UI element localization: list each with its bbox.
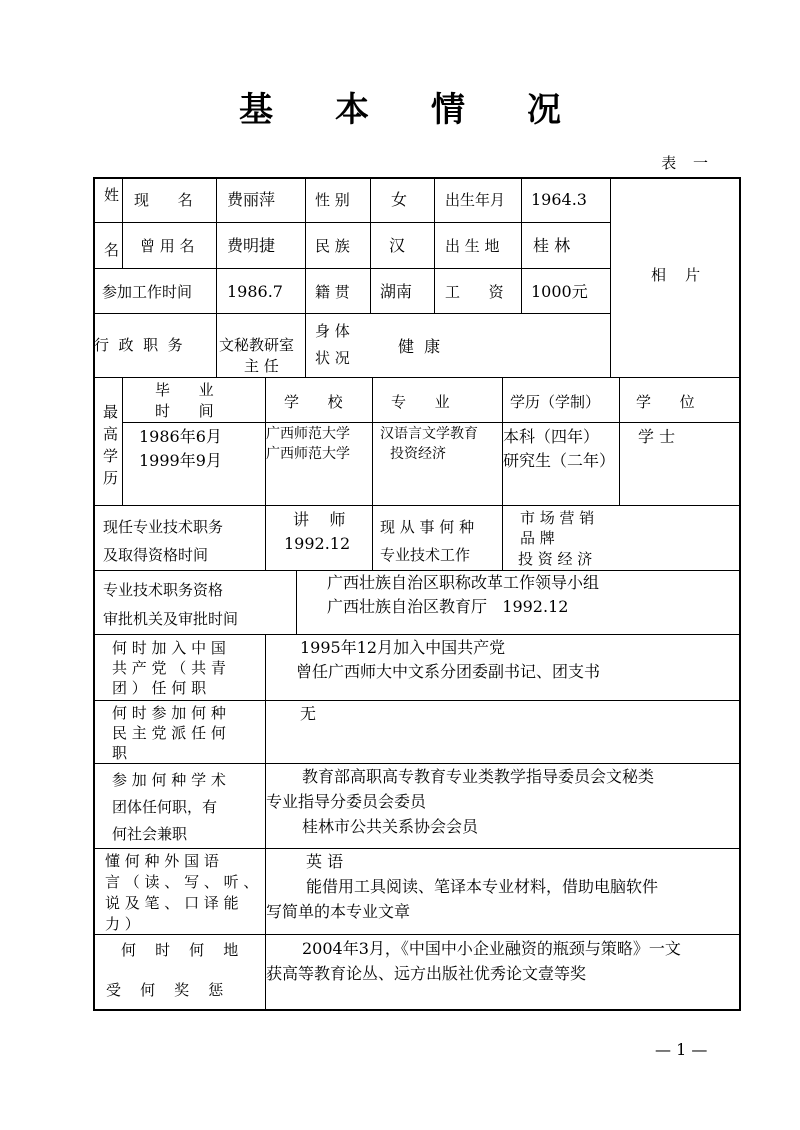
name-label-2: 名 — [104, 241, 120, 259]
row-line — [93, 700, 741, 701]
party-label-1: 何 时 加 入 中 国 — [112, 639, 226, 657]
gender-value: 女 — [391, 190, 408, 209]
admin-post-label: 行 政 职 务 — [94, 336, 183, 354]
time-2: 1999年9月 — [139, 451, 222, 470]
work-start-value: 1986.7 — [227, 282, 283, 301]
col-line — [370, 177, 371, 313]
approval-value-2: 广西壮族自治区教育厅 1992.12 — [327, 597, 569, 616]
row-line — [93, 222, 610, 223]
degree-type-2: 研究生（二年） — [503, 451, 616, 470]
title-value-1: 讲 师 — [293, 510, 346, 529]
approval-label-2: 审批机关及审批时间 — [103, 610, 239, 628]
approval-label-1: 专业技术职务资格 — [103, 581, 224, 599]
title-label-1: 现任专业技术职务 — [103, 518, 224, 536]
salary-value: 1000元 — [531, 282, 588, 301]
table-number: 表 一 — [661, 154, 714, 172]
salary-label: 工 资 — [445, 283, 504, 301]
degree-type-1: 本科（四年） — [503, 427, 600, 446]
academic-label-1: 参 加 何 种 学 术 — [112, 771, 226, 789]
language-value-3: 写简单的本专业文章 — [266, 902, 411, 921]
current-name-label: 现 名 — [134, 191, 193, 209]
page-number: — 1 — — [655, 1040, 708, 1059]
admin-post-value-2: 主 任 — [244, 357, 279, 375]
native-label: 籍 贯 — [315, 283, 350, 301]
col-line — [521, 177, 522, 313]
former-name-value: 费明捷 — [227, 236, 276, 255]
party-label-3: 团 ） 任 何 职 — [112, 679, 207, 697]
former-name-label: 曾 用 名 — [140, 237, 195, 255]
col-school: 学 校 — [284, 393, 343, 411]
language-label-3: 说 及 笔 、 口 译 能 — [105, 894, 239, 912]
birthplace-value: 桂 林 — [533, 236, 571, 255]
col-line — [216, 177, 217, 377]
gender-label: 性 别 — [315, 191, 350, 209]
col-degree: 学 位 — [636, 393, 695, 411]
row-line — [93, 634, 741, 635]
work-start-label: 参加工作时间 — [102, 283, 193, 301]
party-value-2: 曾任广西师大中文系分团委副书记、团支书 — [296, 662, 601, 681]
language-value-1: 英 语 — [306, 852, 344, 871]
admin-post-value-1: 文秘教研室 — [219, 336, 295, 354]
academic-label-3: 何社会兼职 — [112, 825, 188, 843]
work-value-1: 市 场 营 销 — [520, 509, 595, 527]
col-time-1: 毕 业 — [155, 381, 214, 399]
page-title: 基本情况 — [239, 90, 623, 130]
approval-value-1: 广西壮族自治区职称改革工作领导小组 — [327, 573, 600, 592]
col-line — [610, 177, 611, 377]
row-line — [93, 377, 741, 378]
row-line — [93, 505, 741, 506]
title-label-2: 及取得资格时间 — [103, 546, 209, 564]
row-line — [93, 848, 741, 849]
time-1: 1986年6月 — [139, 427, 222, 446]
col-line — [502, 505, 503, 570]
col-time-2: 时 间 — [155, 402, 214, 420]
work-value-3: 投 资 经 济 — [518, 550, 593, 568]
academic-value-2: 专业指导分委员会委员 — [266, 792, 427, 811]
awards-value-1: 2004年3月，《中国中小企业融资的瓶颈与策略》一文 — [302, 939, 681, 958]
col-line — [305, 177, 306, 377]
ethnicity-value: 汉 — [389, 236, 406, 255]
photo-label: 相 片 — [651, 266, 701, 284]
major-2: 投资经济 — [390, 446, 446, 462]
language-value-2: 能借用工具阅读、笔译本专业材料，借助电脑软件 — [306, 877, 659, 896]
language-label-4: 力 ） — [105, 915, 140, 933]
birth-value: 1964.3 — [531, 190, 587, 209]
col-line — [296, 570, 297, 634]
col-major: 专 业 — [391, 393, 450, 411]
health-value: 健 康 — [398, 337, 441, 356]
language-label-1: 懂 何 种 外 国 语 — [105, 852, 219, 870]
row-line — [93, 763, 741, 764]
health-label-1: 身 体 — [315, 322, 350, 340]
row-line — [93, 313, 610, 314]
row-line — [93, 934, 741, 935]
birthplace-label: 出 生 地 — [445, 237, 500, 255]
name-label-1: 姓 — [104, 186, 120, 204]
democratic-label-3: 职 — [112, 744, 128, 762]
awards-label-1: 何 时 何 地 — [121, 941, 239, 959]
col-line — [372, 377, 373, 570]
degree-value: 学 士 — [638, 427, 676, 446]
education-label-3: 学 — [103, 447, 119, 465]
school-2: 广西师范大学 — [266, 446, 350, 462]
col-line — [434, 177, 435, 313]
work-label-2: 专业技术工作 — [380, 546, 471, 564]
language-label-2: 言 （ 读 、 写 、 听 、 — [105, 873, 259, 891]
major-1: 汉语言文学教育 — [380, 426, 478, 442]
party-value-1: 1995年12月加入中国共产党 — [300, 638, 506, 657]
row-line — [122, 422, 741, 423]
col-degree-type: 学历（学制） — [510, 393, 601, 411]
school-1: 广西师范大学 — [266, 426, 350, 442]
ethnicity-label: 民 族 — [315, 237, 350, 255]
current-name-value: 费丽萍 — [227, 190, 276, 209]
education-label-4: 历 — [103, 469, 119, 487]
col-line — [265, 505, 266, 570]
democratic-value: 无 — [300, 704, 317, 723]
academic-value-3: 桂林市公共关系协会会员 — [302, 817, 479, 836]
health-label-2: 状 况 — [315, 349, 350, 367]
academic-label-2: 团体任何职，有 — [112, 798, 218, 816]
education-label-2: 高 — [103, 425, 119, 443]
democratic-label-1: 何 时 参 加 何 种 — [112, 704, 226, 722]
title-value-2: 1992.12 — [284, 534, 351, 553]
academic-value-1: 教育部高职高专教育专业类教学指导委员会文秘类 — [302, 767, 655, 786]
row-line — [93, 570, 741, 571]
education-label-1: 最 — [103, 403, 119, 421]
birth-label: 出生年月 — [445, 191, 506, 209]
work-label-1: 现 从 事 何 种 — [380, 518, 475, 536]
democratic-label-2: 民 主 党 派 任 何 — [112, 724, 226, 742]
col-line — [122, 177, 123, 268]
awards-value-2: 获高等教育论丛、远方出版社优秀论文壹等奖 — [266, 964, 587, 983]
row-line — [93, 268, 610, 269]
native-value: 湖南 — [380, 282, 413, 301]
work-value-2: 品 牌 — [520, 529, 555, 547]
col-line — [619, 377, 620, 505]
col-line — [265, 634, 266, 1011]
party-label-2: 共 产 党 （ 共 青 — [112, 659, 226, 677]
col-line — [122, 377, 123, 505]
awards-label-2: 受 何 奖 惩 — [106, 981, 224, 999]
